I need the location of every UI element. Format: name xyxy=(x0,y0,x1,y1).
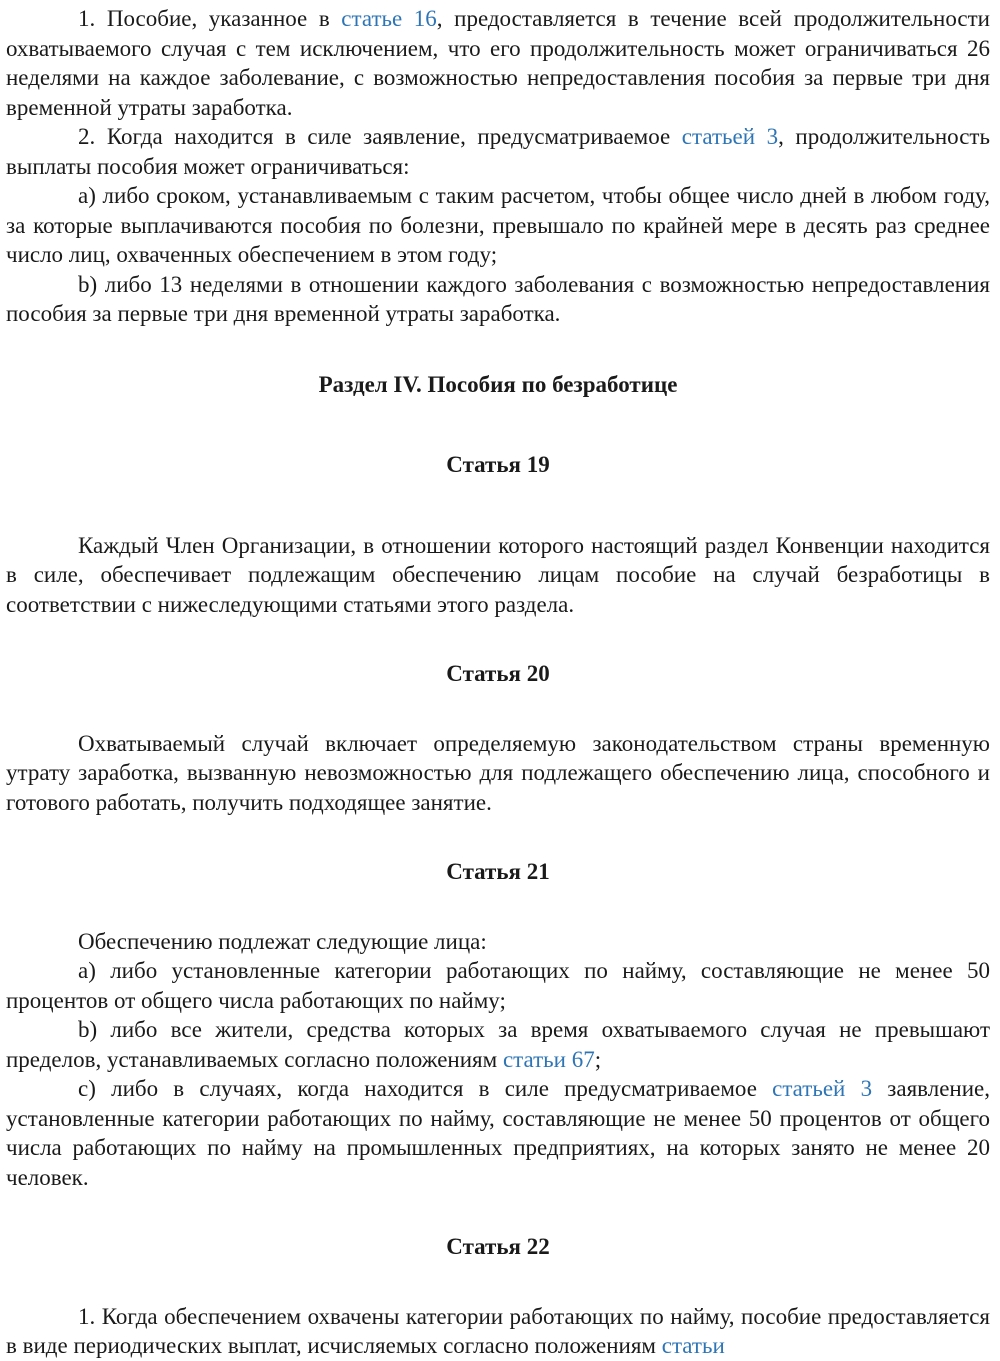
section-4-heading: Раздел IV. Пособия по безработице xyxy=(318,371,678,397)
article21-item-c: с) либо в случаях, когда находится в силе предусматриваемое статьей 3 заявление, установленные категории работающих по найму, составляющие не менее 50 процентов от общего числа работающих по найму на промышленных предприятиях, на которых занято не менее 20 человек. xyxy=(6,1076,990,1190)
article18-paragraph-1: 1. Пособие, указанное в статье 16, предоставляется в течение всей продолжительности охватываемого случая с тем исключением, что его продолжительность может ограничиваться 26 неделями на каждое заболевание, с возможностью непредоставления пособия за первые три дня временной утраты заработка. xyxy=(6,6,990,120)
article-22-heading: Статья 22 xyxy=(446,1234,550,1259)
article19-paragraph: Каждый Член Организации, в отношении которого настоящий раздел Конвенции находится в силе, обеспечивает подлежащим обеспечению лицам пособие на случай безработицы в соответствии с нижеследующими статьями этого раздела. xyxy=(6,532,990,617)
article-21-heading: Статья 21 xyxy=(446,859,550,884)
article-19-heading: Статья 19 xyxy=(446,452,550,477)
article18-item-a: а) либо сроком, устанавливаемым с таким расчетом, чтобы общее число дней в любом году, за которые выплачиваются пособия по болезни, превышало по крайней мере в десять раз среднее число лиц, охваченных обеспечением в этом году; xyxy=(6,183,990,267)
article18-paragraph-2: 2. Когда находится в силе заявление, предусматриваемое статьей 3, продолжительность выплаты пособия может ограничиваться: xyxy=(6,124,990,179)
article-20-heading: Статья 20 xyxy=(446,661,550,686)
document-page xyxy=(6,4,990,1361)
link-article-16[interactable]: статье 16 xyxy=(341,6,437,31)
link-article-cut-off[interactable]: статьи xyxy=(661,1333,725,1358)
article21-intro: Обеспечению подлежат следующие лица: xyxy=(78,928,487,954)
article21-item-b: b) либо все жители, средства которых за время охватываемого случая не превышают пределов, устанавливаемых согласно положениям статьи 67; xyxy=(6,1017,990,1072)
article20-paragraph: Охватываемый случай включает определяемую законодательством страны временную утрату заработка, вызванную невозможностью для подлежащего обеспечению лица, способного и готового работать, получить подходящее занятие. xyxy=(6,730,990,815)
link-article-67[interactable]: статьи 67 xyxy=(502,1046,595,1072)
article22-paragraph-1: 1. Когда обеспечением охвачены категории работающих по найму, пособие предоставляется в виде периодических выплат, исчисляемых согласно положениям статьи xyxy=(6,1303,990,1358)
link-article-3-second[interactable]: статьей 3 xyxy=(772,1076,873,1101)
article21-item-a: а) либо установленные категории работающих по найму, составляющие не менее 50 процентов от общего числа работающих по найму; xyxy=(6,958,990,1013)
link-article-3[interactable]: статьей 3 xyxy=(681,124,779,149)
article18-item-b: b) либо 13 неделями в отношении каждого заболевания с возможностью непредоставления пособия за первые три дня временной утраты заработка. xyxy=(6,271,990,326)
